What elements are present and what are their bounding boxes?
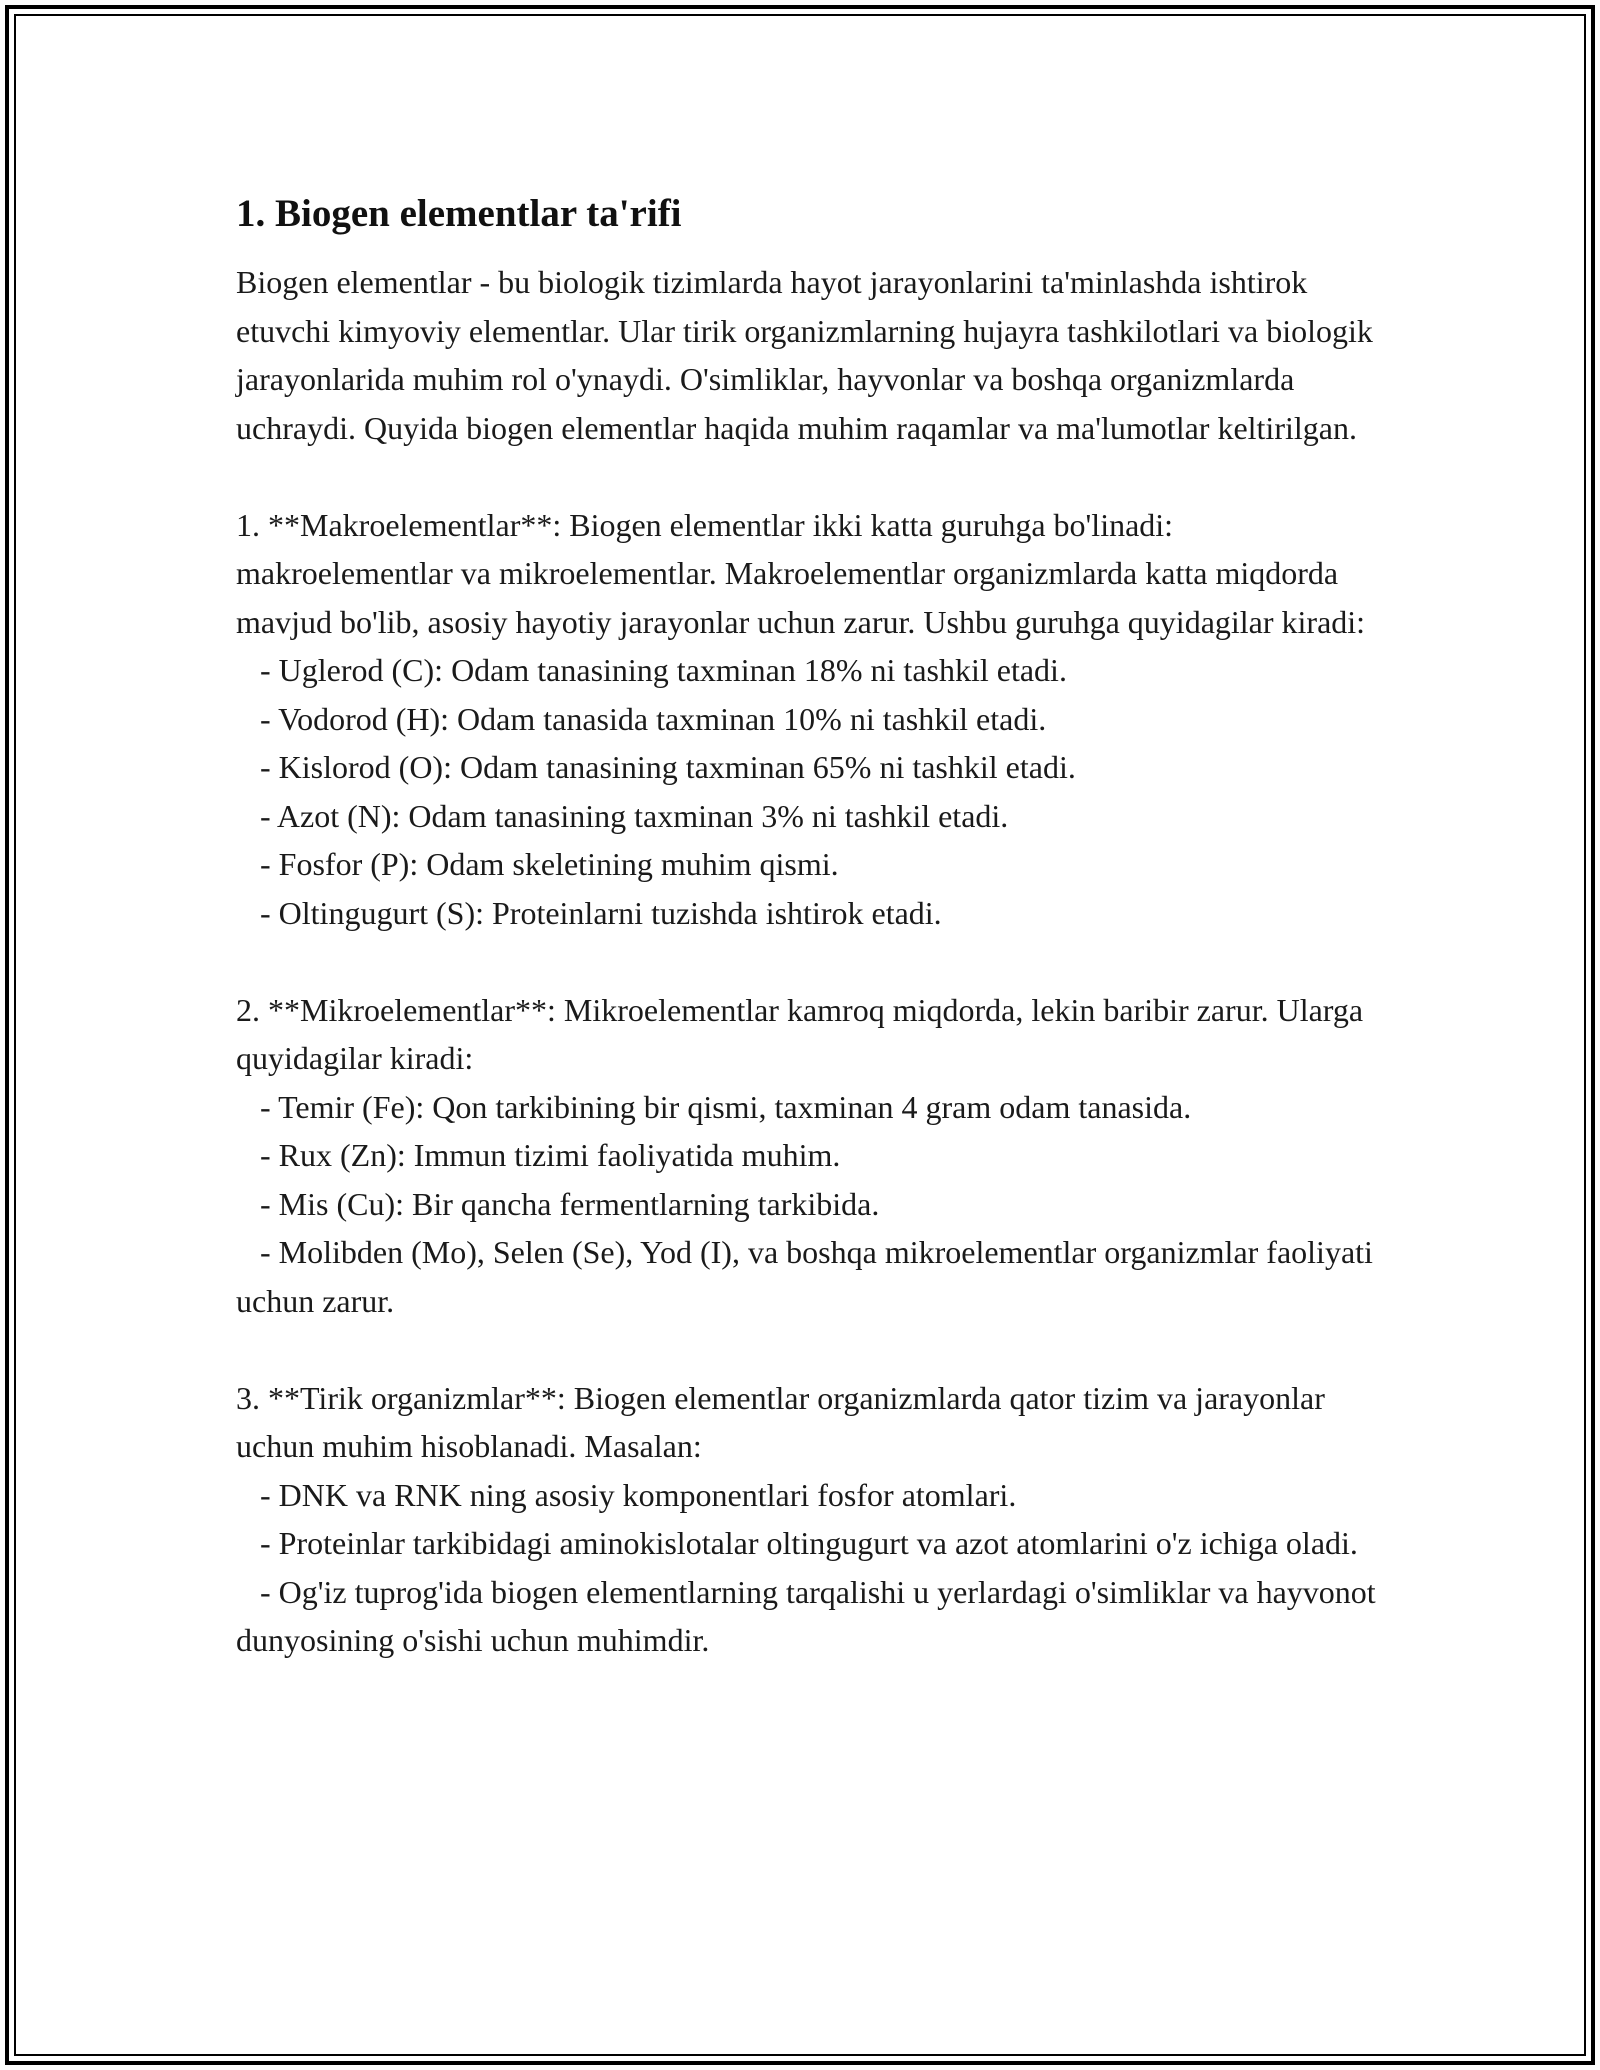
list-item: - Fosfor (P): Odam skeletining muhim qismi. [236, 846, 839, 882]
section-microelements [236, 986, 1381, 1326]
list-item: - Kislorod (O): Odam tanasining taxminan 65% ni tashkil etadi. [236, 749, 1076, 785]
section-heading: 1. **Makroelementlar**: Biogen elementlar ikki katta guruhga bo'linadi: makroelementlar va mikroelementlar. Makroelementlar organizmlarda katta miqdorda mavjud bo'lib, asosiy hayotiy jarayonlar uchun zarur. Ushbu guruhga quyidagilar kiradi: [236, 506, 1366, 640]
section-living-organisms [236, 1374, 1384, 1665]
spacer [236, 937, 1376, 986]
section-macroelements [236, 501, 1376, 938]
list-item: - Azot (N): Odam tanasining taxminan 3% ni tashkil etadi. [236, 797, 1009, 834]
list-item: - Molibden (Mo), Selen (Se), Yod (I), va boshqa mikroelementlar organizmlar faoliyati uchun zarur. [236, 1234, 1381, 1319]
list-item: - Mis (Cu): Bir qancha fermentlarning tarkibida. [236, 1185, 880, 1222]
list-item: - Rux (Zn): Immun tizimi faoliyatida muhim. [236, 1137, 841, 1173]
document-body [236, 188, 1384, 1665]
document-title: 1. Biogen elementlar ta'rifi [236, 192, 682, 235]
spacer [236, 452, 1376, 501]
section-heading: 2. **Mikroelementlar**: Mikroelementlar kamroq miqdorda, lekin baribir zarur. Ularga quyidagilar kiradi: [236, 991, 1372, 1076]
spacer [236, 1325, 1376, 1374]
list-item: - Og'iz tuprog'ida biogen elementlarning tarqalishi u yerlardagi o'simliklar va hayvonot dunyosining o'sishi uchun muhimdir. [236, 1573, 1384, 1658]
list-item: - DNK va RNK ning asosiy komponentlari fosfor atomlari. [236, 1476, 1017, 1513]
list-item: - Temir (Fe): Qon tarkibining bir qismi, taxminan 4 gram odam tanasida. [236, 1088, 1192, 1125]
section-heading: 3. **Tirik organizmlar**: Biogen elementlar organizmlarda qator tizim va jarayonlar uchun muhim hisoblanadi. Masalan: [236, 1379, 1333, 1464]
list-item: - Oltingugurt (S): Proteinlarni tuzishda ishtirok etadi. [236, 894, 942, 931]
list-item: - Proteinlar tarkibidagi aminokislotalar oltingugurt va azot atomlarini o'z ichiga oladi. [236, 1525, 1358, 1561]
intro-paragraph: Biogen elementlar - bu biologik tizimlarda hayot jarayonlarini ta'minlashda ishtirok etuvchi kimyoviy elementlar. Ular tirik organizmlarning hujayra tashkilotlari va biologik jarayonlarida muhim rol o'ynaydi. O'simliklar, hayvonlar va boshqa organizmlarda uchraydi. Quyida biogen elementlar haqida muhim raqamlar va ma'lumotlar keltirilgan. [236, 264, 1381, 446]
list-item: - Uglerod (C): Odam tanasining taxminan 18% ni tashkil etadi. [236, 652, 1067, 688]
list-item: - Vodorod (H): Odam tanasida taxminan 10% ni tashkil etadi. [236, 700, 1047, 737]
